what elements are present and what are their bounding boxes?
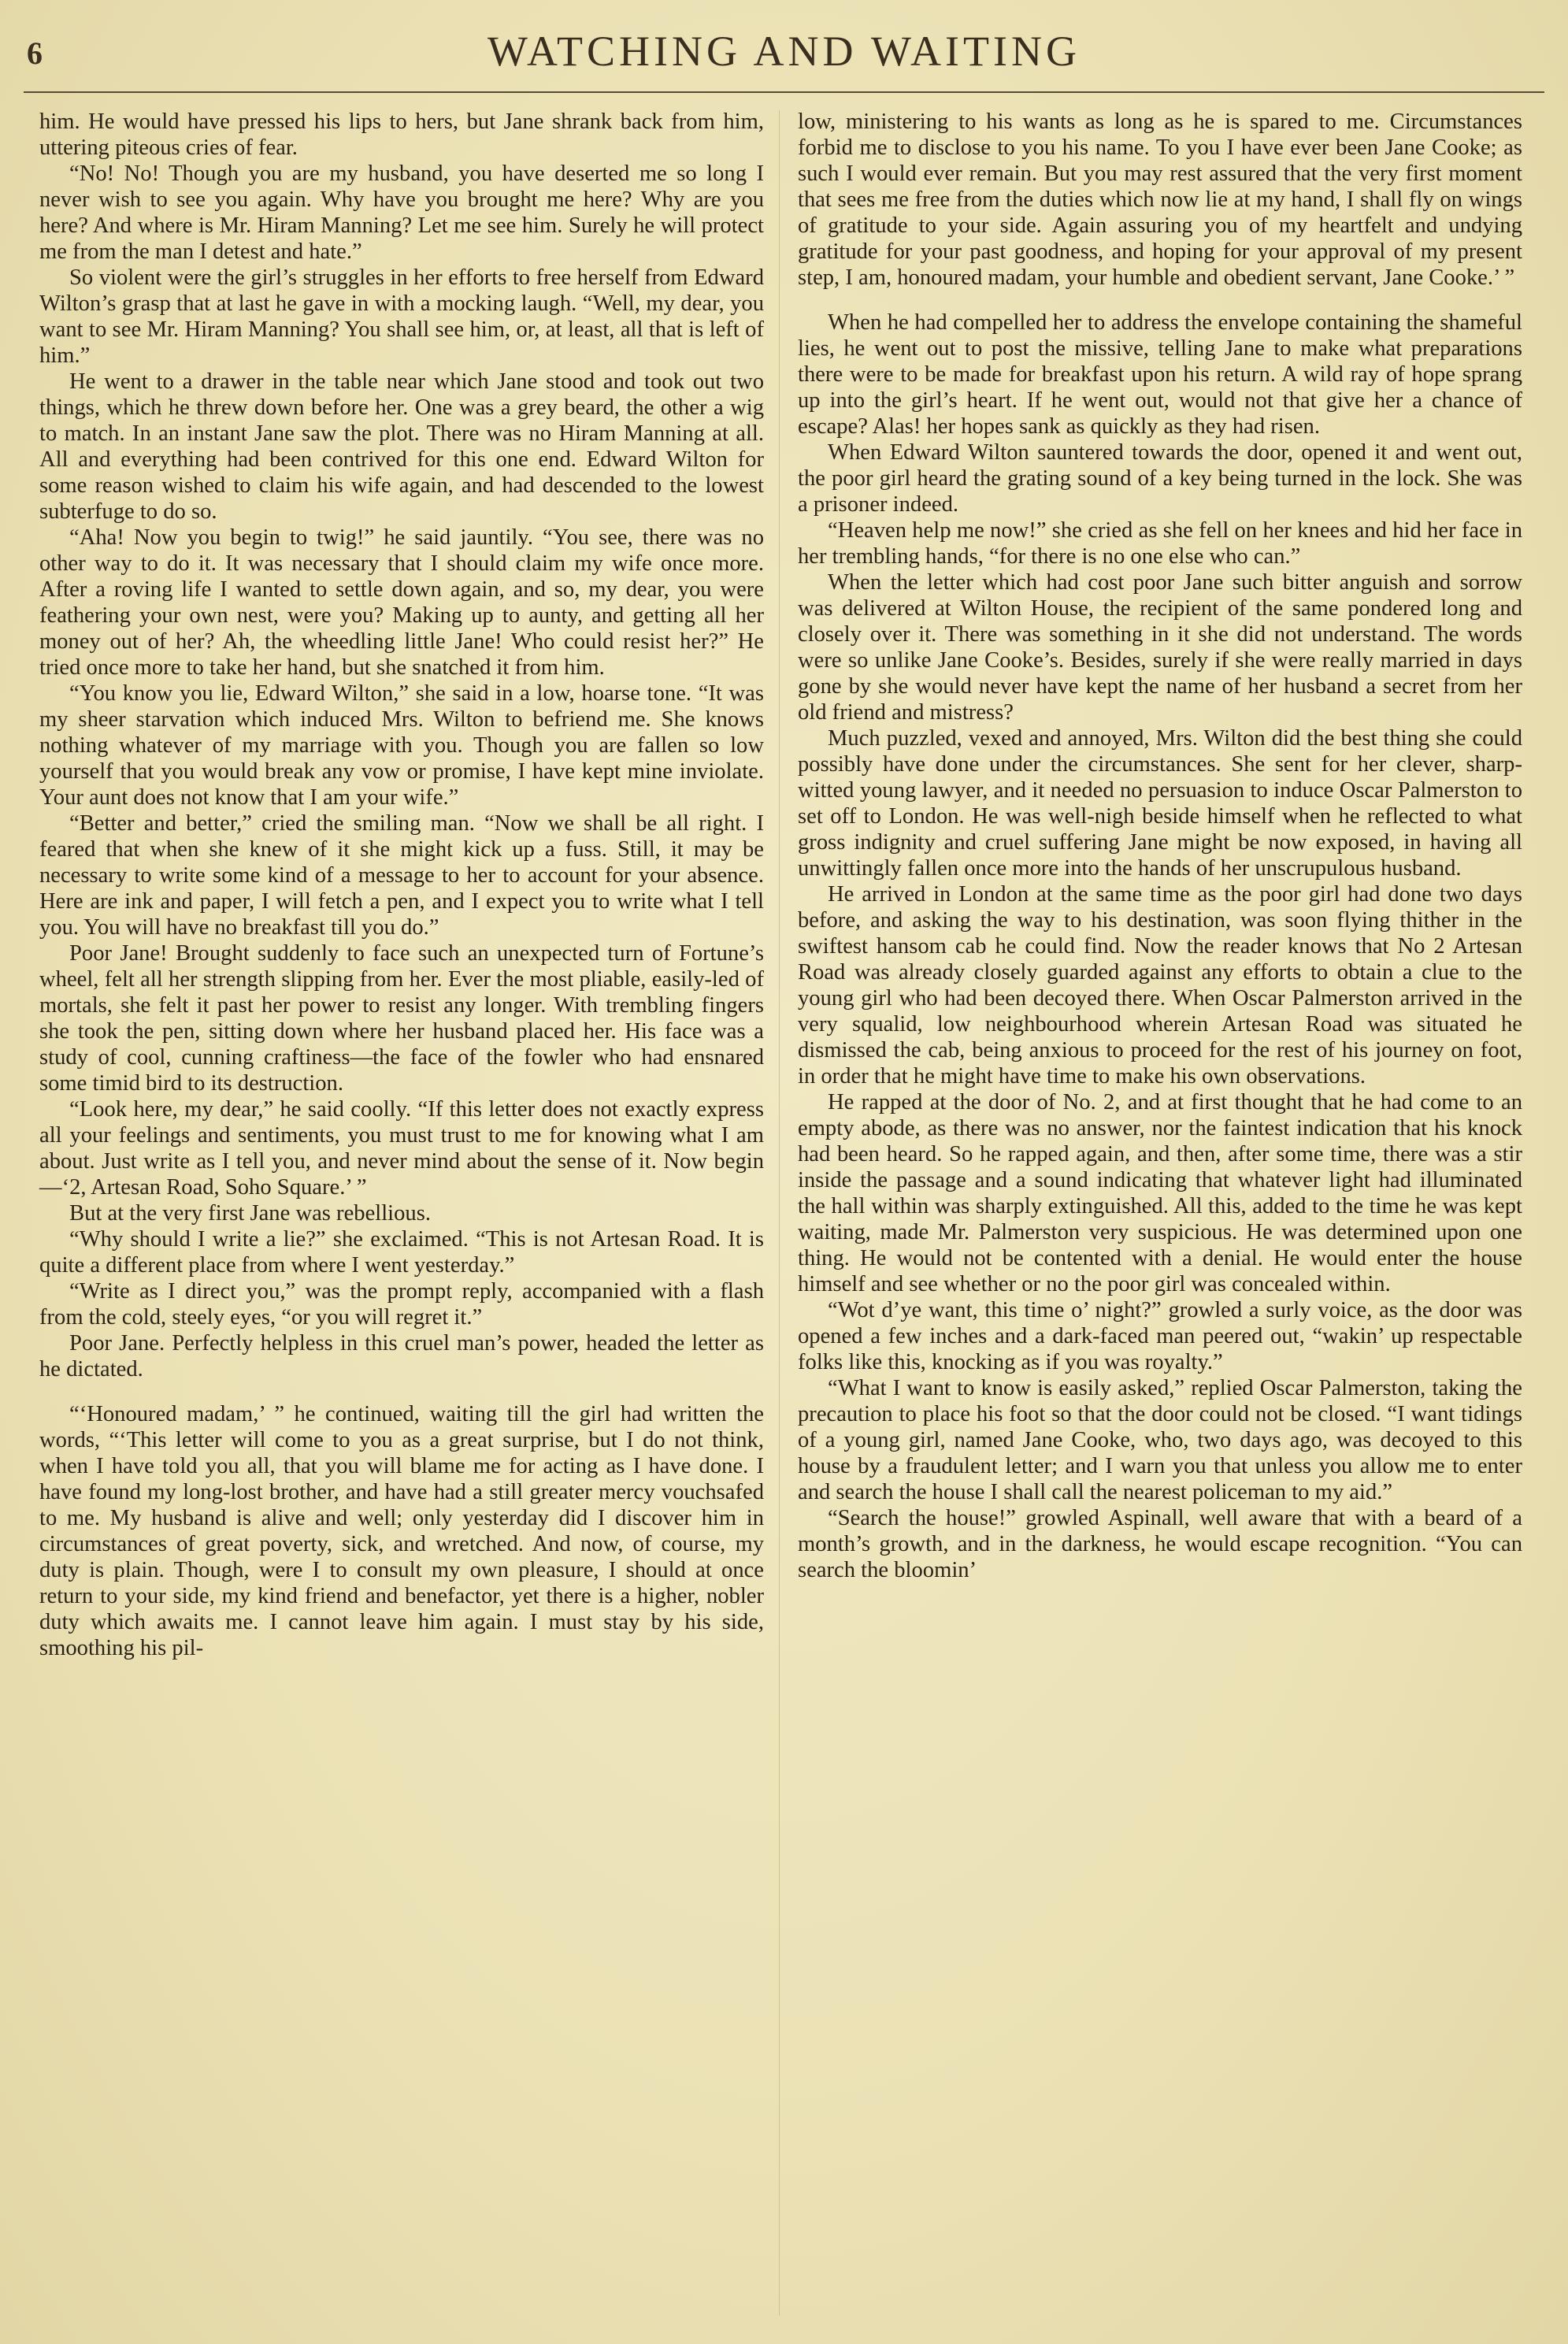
paragraph: “You know you lie, Edward Wilton,” she said in a low, hoarse tone. “It was my sheer starvation which induced Mrs. Wilton to befriend me. She knows nothing whatever of my marriage with you. Though you are fallen so low yourself that you would break any vow or promise, I have kept mine inviolate. Your aunt does not know that I am your wife.” <box>39 681 764 810</box>
paragraph: Poor Jane! Brought suddenly to face such an unexpected turn of Fortune’s wheel, felt all her strength slipping from her. Ever the most pliable, easily-led of mortals, she felt it past her power to resist any longer. With trembling fingers she took the pen, sitting down where her husband placed her. His face was a study of cool, cunning craftiness—the face of the fowler who had ensnared some timid bird to its destruction. <box>39 941 764 1096</box>
paragraph: “Look here, my dear,” he said coolly. “If this letter does not exactly express all your feelings and sentiments, you must trust to me for knowing what I am about. Just write as I tell you, and never mind about the sense of it. Now begin—‘2, Artesan Road, Soho Square.’ ” <box>39 1097 764 1200</box>
page-number: 6 <box>27 35 43 71</box>
paragraph: He rapped at the door of No. 2, and at first thought that he had come to an empty abode, as there was no answer, nor the faintest indication that his knock had been heard. So he rapped again, and then, after some time, there was a stir inside the passage and a sound indicating that whatever light had illuminated the hall within was sharply extinguished. All this, added to the time he was kept waiting, made Mr. Palmerston very suspicious. He was determined upon one thing. He would not be contented with a denial. He would enter the house himself and see whether or no the poor girl was concealed within. <box>798 1090 1522 1296</box>
paragraph: “Why should I write a lie?” she exclaimed. “This is not Artesan Road. It is quite a different place from where I went yesterday.” <box>39 1227 764 1278</box>
paragraph: When the letter which had cost poor Jane such bitter anguish and sorrow was delivered at Wilton House, the recipient of the same pondered long and closely over it. There was something in it she did not understand. The words were so unlike Jane Cooke’s. Besides, surely if she were really married in days gone by she would never have kept the name of her husband a secret from her old friend and mistress? <box>798 570 1522 725</box>
page-heading: WATCHING AND WAITING <box>487 28 1081 75</box>
paragraph: Poor Jane. Perfectly helpless in this cruel man’s power, headed the letter as he dictated. <box>39 1331 764 1382</box>
header-rule <box>24 91 1544 93</box>
paragraph: “Write as I direct you,” was the prompt reply, accompanied with a flash from the cold, steely eyes, “or you will regret it.” <box>39 1279 764 1330</box>
paragraph: “Search the house!” growled Aspinall, well aware that with a beard of a month’s growth, and in the darkness, he would escape recognition. “You can search the bloomin’ <box>798 1506 1522 1582</box>
paragraph: “No! No! Though you are my husband, you have deserted me so long I never wish to see you again. Why have you brought me here? Why are you here? And where is Mr. Hiram Manning? Let me see him. Surely he will protect me from the man I detest and hate.” <box>39 161 764 264</box>
left-column <box>39 109 764 1661</box>
running-head <box>0 27 1568 82</box>
paragraph: When Edward Wilton sauntered towards the door, opened it and went out, the poor girl heard the grating sound of a key being turned in the lock. She was a prisoner indeed. <box>798 440 1522 517</box>
paragraph: He arrived in London at the same time as the poor girl had done two days before, and asking the way to his destination, was soon flying thither in the swiftest hansom cab he could find. Now the reader knows that No 2 Artesan Road was already closely guarded against any efforts to obtain a clue to the young girl who had been decoyed there. When Oscar Palmerston arrived in the very squalid, low neighbourhood wherein Artesan Road was situated he dismissed the cab, being anxious to proceed for the rest of his journey on foot, in order that he might have time to make his own observations. <box>798 882 1522 1089</box>
paragraph: He went to a drawer in the table near which Jane stood and took out two things, which he threw down before her. One was a grey beard, the other a wig to match. In an instant Jane saw the plot. There was no Hiram Manning at all. All and everything had been contrived for this one end. Edward Wilton for some reason wished to claim his wife again, and had descended to the lowest subterfuge to do so. <box>39 369 764 524</box>
paragraph: low, ministering to his wants as long as he is spared to me. Circumstances forbid me to disclose to you his name. To you I have ever been Jane Cooke; as such I would ever remain. But you may rest assured that the very first moment that sees me free from the duties which now lie at my hand, I shall fly on wings of gratitude to your side. Again assuring you of my heartfelt and undying gratitude for your past goodness, and hoping for your approval of my present step, I am, honoured madam, your humble and obedient servant, Jane Cooke.’ ” <box>798 109 1522 290</box>
paragraph: When he had compelled her to address the envelope containing the shameful lies, he went out to post the missive, telling Jane to make what preparations there were to be made for breakfast upon his return. A wild ray of hope sprang up into the girl’s heart. If he went out, would not that give her a chance of escape? Alas! her hopes sank as quickly as they had risen. <box>798 310 1522 439</box>
paragraph: “Wot d’ye want, this time o’ night?” growled a surly voice, as the door was opened a few inches and a dark-faced man peered out, “wakin’ up respectable folks like this, knocking as if you was royalty.” <box>798 1298 1522 1374</box>
paragraph: “Heaven help me now!” she cried as she fell on her knees and hid her face in her trembling hands, “for there is no one else who can.” <box>798 518 1522 569</box>
paragraph: “Better and better,” cried the smiling man. “Now we shall be all right. I feared that when she knew of it she might kick up a fuss. Still, it may be necessary to write some kind of a message to her to account for your absence. Here are ink and paper, I will fetch a pen, and I expect you to write what I tell you. You will have no breakfast till you do.” <box>39 811 764 940</box>
column-divider <box>779 110 780 2316</box>
paragraph: “Aha! Now you begin to twig!” he said jauntily. “You see, there was no other way to do it. It was necessary that I should claim my wife once more. After a roving life I wanted to settle down again, and so, my dear, you were feathering your own nest, were you? Making up to aunty, and getting all her money out of her? Ah, the wheedling little Jane! Who could resist her?” He tried once more to take her hand, but she snatched it from him. <box>39 525 764 680</box>
paragraph: But at the very first Jane was rebellious. <box>69 1201 431 1226</box>
right-column <box>798 109 1522 1583</box>
paragraph: “What I want to know is easily asked,” replied Oscar Palmerston, taking the precaution to place his foot so that the door could not be closed. “I want tidings of a young girl, named Jane Cooke, who, two days ago, was decoyed to this house by a fraudulent letter; and I warn you that unless you allow me to enter and search the house I shall call the nearest policeman to my aid.” <box>798 1376 1522 1504</box>
paragraph: So violent were the girl’s struggles in her efforts to free herself from Edward Wilton’s grasp that at last he gave in with a mocking laugh. “Well, my dear, you want to see Mr. Hiram Manning? You shall see him, or, at least, all that is left of him.” <box>39 265 764 368</box>
paragraph: “‘Honoured madam,’ ” he continued, waiting till the girl had written the words, “‘This letter will come to you as a great surprise, but I do not think, when I have told you all, that you will blame me for acting as I have done. I have found my long-lost brother, and have had a still greater mercy vouchsafed to me. My husband is alive and well; only yesterday did I discover him in circumstances of great poverty, sick, and wretched. And now, of course, my duty is plain. Though, were I to consult my own pleasure, I should at once return to your side, my kind friend and benefactor, yet there is a higher, nobler duty which awaits me. I cannot leave him again. I must stay by his side, smoothing his pil- <box>39 1402 764 1660</box>
paragraph: him. He would have pressed his lips to hers, but Jane shrank back from him, uttering piteous cries of fear. <box>39 109 764 160</box>
paragraph: Much puzzled, vexed and annoyed, Mrs. Wilton did the best thing she could possibly have done under the circumstances. She sent for her clever, sharp-witted young lawyer, and it needed no persuasion to induce Oscar Palmerston to set off to London. He was well-nigh beside himself when he reflected to what gross indignity and cruel suffering Jane might be now exposed, in having all unwittingly fallen once more into the hands of her unscrupulous husband. <box>798 726 1522 881</box>
